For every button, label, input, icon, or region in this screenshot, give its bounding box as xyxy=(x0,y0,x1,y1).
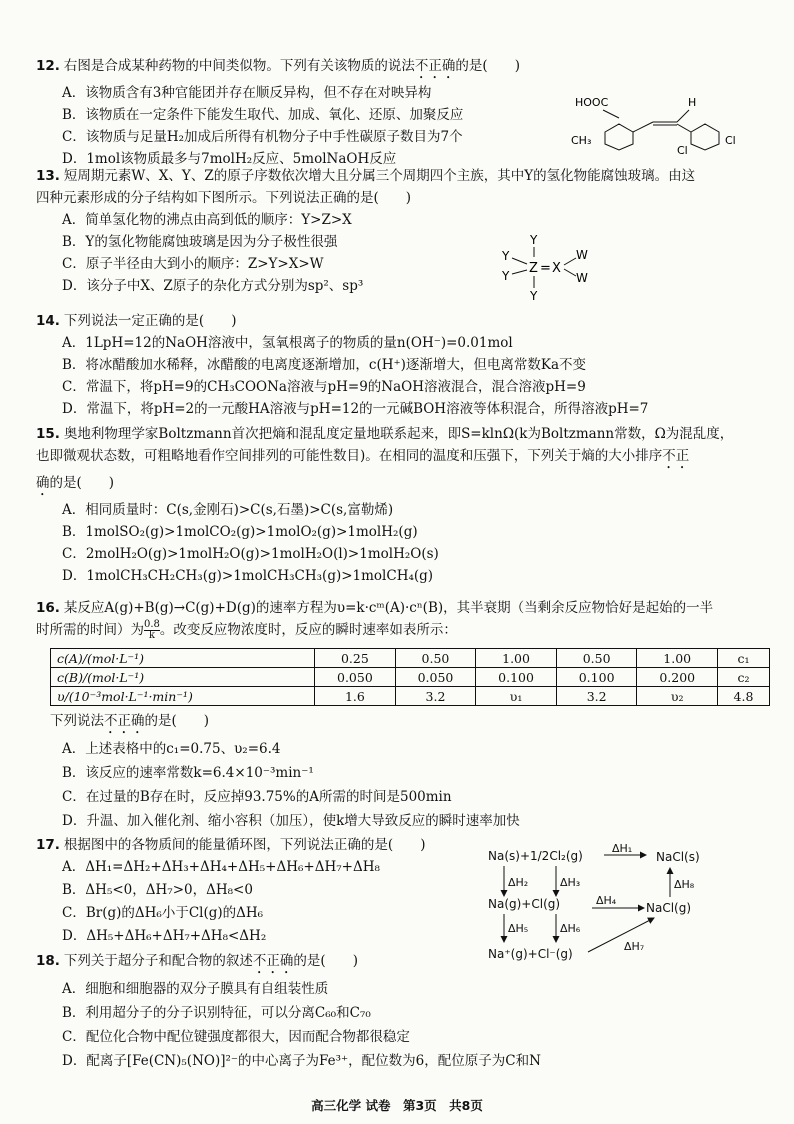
q12-cl-label-1: Cl xyxy=(677,144,688,154)
cycle-gaseous-atoms: Na(g)+Cl(g) xyxy=(488,897,561,911)
q16-option-c: C．在过量的B存在时，反应掉93.75%的A所需的时间是500min xyxy=(62,789,452,805)
q13-stem: 13. 短周期元素W、X、Y、Z的原子序数依次增大且分属三个周期四个主族，其中Y的氢化物能腐蚀玻璃。由这 xyxy=(36,168,696,184)
page-footer: 高三化学 试卷 第3页 共8页 xyxy=(311,1098,483,1113)
half-life-fraction: $\frac{0.8}{k}$ xyxy=(144,619,160,641)
q12-structure-figure xyxy=(565,92,765,154)
q12-ch3-label: CH₃ xyxy=(571,134,592,147)
cycle-nacl-gas: NaCl(g) xyxy=(646,901,692,915)
table-row: c(A)/(mol·L⁻¹) 0.25 0.50 1.00 0.50 1.00 c₁ xyxy=(51,649,770,668)
q12-option-d: D．1mol该物质最多与7molH₂反应、5molNaOH反应 xyxy=(62,151,397,167)
q17-option-b: B．ΔH₅<0，ΔH₇>0，ΔH₈<0 xyxy=(62,882,253,898)
q14-option-b: B．将冰醋酸加水稀释，冰醋酸的电离度逐渐增加，c(H⁺)逐渐增大，但电离常数Ka不变 xyxy=(62,357,587,373)
svg-text:ΔH₆: ΔH₆ xyxy=(560,922,581,935)
svg-text:=: = xyxy=(540,261,551,276)
question-16: 16. 某反应A(g)+B(g)→C(g)+D(g)的速率方程为υ=k·cᵐ(A)·cⁿ(B)，其半衰期（当剩余反应物恰好是起始的一半 时所需的时间）为 $\frac{0.8}{k}$ 。改变反应物浓度时，反应的瞬时速率如表所示： xyxy=(36,597,776,641)
q17-option-a: A．ΔH₁=ΔH₂+ΔH₃+ΔH₄+ΔH₅+ΔH₆+ΔH₇+ΔH₈ xyxy=(62,859,380,875)
q18-stem: 18. 下列关于超分子和配合物的叙述不正确的是( ) xyxy=(36,953,358,969)
q16-option-a: A．上述表格中的c₁=0.75、υ₂=6.4 xyxy=(62,741,281,757)
q13-option-d: D．该分子中X、Z原子的杂化方式分别为sp²、sp³ xyxy=(62,278,364,294)
q14-option-a: A．1LpH=12的NaOH溶液中，氢氧根离子的物质的量n(OH⁻)=0.01mol xyxy=(62,335,513,351)
svg-text:Y: Y xyxy=(502,249,510,263)
q12-h-label: H xyxy=(688,96,697,109)
table-row: υ/(10⁻³mol·L⁻¹·min⁻¹) 1.6 3.2 υ₁ 3.2 υ₂ 4.8 xyxy=(51,687,770,706)
q16-option-b: B．该反应的速率常数k=6.4×10⁻³min⁻¹ xyxy=(62,765,314,781)
q15-option-b: B．1molSO₂(g)>1molCO₂(g)>1molO₂(g)>1molH₂(g) xyxy=(62,524,418,540)
svg-text:ΔH₁: ΔH₁ xyxy=(612,842,633,855)
svg-text:ΔH₇: ΔH₇ xyxy=(624,940,645,953)
svg-text:Y: Y xyxy=(530,289,538,303)
q18-option-a: A．细胞和细胞器的双分子膜具有自组装性质 xyxy=(62,981,329,997)
q12-option-a: A．该物质含有3种官能团并存在顺反异构，但不存在对映异构 xyxy=(62,85,432,101)
svg-text:ΔH₅: ΔH₅ xyxy=(508,922,529,935)
q12-option-b: B．该物质在一定条件下能发生取代、加成、氧化、还原、加聚反应 xyxy=(62,107,464,123)
q18-option-d: D．配离子[Fe(CN)₅(NO)]²⁻的中心离子为Fe³⁺，配位数为6，配位原子为C和N xyxy=(62,1053,541,1069)
svg-text:ΔH₃: ΔH₃ xyxy=(560,876,581,889)
q15-option-d: D．1molCH₃CH₂CH₃(g)>1molCH₃CH₃(g)>1molCH₄(g) xyxy=(62,568,434,584)
question-18 xyxy=(36,950,776,1073)
cycle-nacl-solid: NaCl(s) xyxy=(656,850,700,864)
svg-text:W: W xyxy=(576,271,588,285)
svg-text:ΔH₈: ΔH₈ xyxy=(674,878,695,891)
q16-option-d: D．升温、加入催化剂、缩小容积（加压），使k增大导致反应的瞬时速率加快 xyxy=(62,813,520,829)
q12-option-c: C．该物质与足量H₂加成后所得有机物分子中手性碳原子数目为7个 xyxy=(62,129,463,145)
question-15: 15. 奥地利物理学家Boltzmann首次把熵和混乱度定量地联系起来，即S=klnΩ(k为Boltzmann常数，Ω为混乱度， 也即微观状态数，可粗略地看作空间排列的可能性数目)。在相同的温度和压强下，下列关于熵的大小排序不正 确的是( ) A．相同质量时：C(s,金刚石)>C(s,石墨)>C(s,富勒烯) B．1molSO₂(g)>1molCO₂(g)>1molO₂(g)>1molH₂(g) C．2molH₂O(g)>1molH₂O(g)>1molH₂O(l)>1molH₂O(s) D．1molCH₃CH₂CH₃(g)>1molCH₃CH₃(g)>1molCH₄(g) xyxy=(36,423,776,587)
question-13: 13. 短周期元素W、X、Y、Z的原子序数依次增大且分属三个周期四个主族，其中Y的氢化物能腐蚀玻璃。由这 四种元素形成的分子结构如下图所示。下列说法正确的是( ) A．简单氢化物的沸点由高到低的顺序：Y>Z>X B．Y的氢化物能腐蚀玻璃是因为分子极性很强 C．原子半径由大到小的顺序：Z>Y>X>W D．该分子中X、Z原子的杂化方式分别为sp²、sp³ xyxy=(36,165,776,297)
question-16-options: 下列说法不正确的是( ) A．上述表格中的c₁=0.75、υ₂=6.4 B．该反应的速率常数k=6.4×10⁻³min⁻¹ C．在过量的B存在时，反应掉93.75%的A所需的时间是500min D．升温、加入催化剂、缩小容积（加压），使k增大导致反应的瞬时速率加快 xyxy=(36,710,776,833)
q12-stem: 12. 右图是合成某种药物的中间类似物。下列有关该物质的说法不正确的是( ) xyxy=(36,58,520,74)
q13-option-c: C．原子半径由大到小的顺序：Z>Y>X>W xyxy=(62,256,324,272)
svg-text:W: W xyxy=(576,248,588,262)
question-14 xyxy=(36,310,776,420)
q12-cooh-label: HOOC xyxy=(575,96,609,109)
question-17 xyxy=(36,834,476,948)
q17-option-c: C．Br(g)的ΔH₆小于Cl(g)的ΔH₆ xyxy=(62,905,264,921)
cycle-gaseous-ions: Na⁺(g)+Cl⁻(g) xyxy=(488,947,573,961)
q12-number: 12. xyxy=(36,58,60,74)
q15-option-c: C．2molH₂O(g)>1molH₂O(g)>1molH₂O(l)>1molH₂O(s) xyxy=(62,546,439,562)
q13-structure-figure xyxy=(500,232,610,304)
svg-text:Y: Y xyxy=(530,233,538,247)
rate-table xyxy=(50,648,770,706)
q17-stem: 17. 根据图中的各物质间的能量循环图，下列说法正确的是( ) xyxy=(36,837,426,853)
q13-option-a: A．简单氢化物的沸点由高到低的顺序：Y>Z>X xyxy=(62,212,352,228)
q14-option-d: D．常温下，将pH=2的一元酸HA溶液与pH=12的一元碱BOH溶液等体积混合，所得溶液pH=7 xyxy=(62,401,649,417)
q12-benzene-ring-1 xyxy=(605,124,633,150)
q13-option-b: B．Y的氢化物能腐蚀玻璃是因为分子极性很强 xyxy=(62,234,338,250)
cycle-start-state: Na(s)+1/2Cl₂(g) xyxy=(488,849,583,863)
svg-text:Y: Y xyxy=(502,269,510,283)
q15-option-a: A．相同质量时：C(s,金刚石)>C(s,石墨)>C(s,富勒烯) xyxy=(62,502,394,518)
q16-stem: 16. 某反应A(g)+B(g)→C(g)+D(g)的速率方程为υ=k·cᵐ(A)·cⁿ(B)，其半衰期（当剩余反应物恰好是起始的一半 xyxy=(36,600,714,616)
q14-option-c: C．常温下，将pH=9的CH₃COONa溶液与pH=9的NaOH溶液混合，混合溶液pH=9 xyxy=(62,379,586,395)
svg-text:ΔH₂: ΔH₂ xyxy=(508,876,529,889)
q17-option-d: D．ΔH₅+ΔH₆+ΔH₇+ΔH₈<ΔH₂ xyxy=(62,928,267,944)
q12-cl-label-2: Cl xyxy=(725,134,736,147)
svg-text:ΔH₄: ΔH₄ xyxy=(596,894,617,907)
q15-stem: 15. 奥地利物理学家Boltzmann首次把熵和混乱度定量地联系起来，即S=klnΩ(k为Boltzmann常数，Ω为混乱度， xyxy=(36,426,734,442)
table-row: c(B)/(mol·L⁻¹) 0.050 0.050 0.100 0.100 0.200 c₂ xyxy=(51,668,770,687)
q18-option-c: C．配位化合物中配位键强度都很大，因而配合物都很稳定 xyxy=(62,1029,410,1045)
svg-text:X: X xyxy=(552,261,561,276)
svg-text:Z: Z xyxy=(529,261,538,276)
q14-stem: 14. 下列说法一定正确的是( ) xyxy=(36,313,237,329)
q18-option-b: B．利用超分子的分子识别特征，可以分离C₆₀和C₇₀ xyxy=(62,1005,371,1021)
q12-benzene-ring-2 xyxy=(691,124,719,150)
